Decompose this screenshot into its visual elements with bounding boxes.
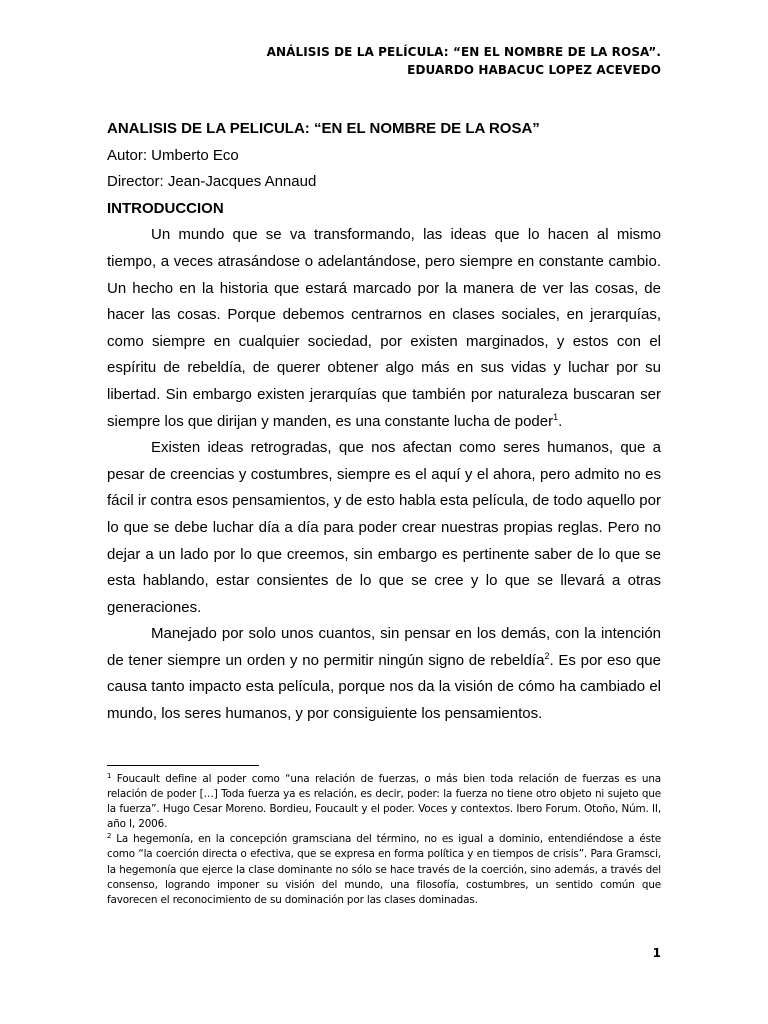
paragraph-1 [107,222,661,435]
paragraph-1-text: Un mundo que se va transformando, las ideas que lo hacen al mismo tiempo, a veces atrasándose o adelantándose, pero siempre en constante cambio. Un hecho en la historia que estará marcado por la manera de ver las cosas, de hacer las cosas. Porque debemos centrarnos en clases sociales, en jerarquías, como siempre en cualquier sociedad, por existen marginados, y estos con el espíritu de rebeldía, de querer obtener algo más en sus vidas y luchar por su libertad. Sin embargo existen jerarquías que también por naturaleza buscaran ser siempre los que dirijan y manden, es una constante lucha de poder [107,226,661,430]
director-line: Director: Jean-Jacques Annaud [107,173,317,191]
footnote-2-text: La hegemonía, en la concepción gramsciana del término, no es igual a dominio, entendiéndose a éste como “la coerción directa o efectiva, que se expresa en forma política y en tiempos de crisis”. Para Gramsci, la hegemonía que ejerce la clase dominante no sólo se hace través de la coerción, sino además, a través del consenso, logrando imponer su visión del mundo, una filosofía, costumbres, un sentido común que favorecen el reconocimiento de su dominación por las clases dominadas. [107,833,661,906]
author-line: Autor: Umberto Eco [107,146,239,164]
page-number: 1 [652,946,661,960]
paragraph-3-end: . Es por eso que causa tanto impacto esta película, porque nos da la visión de cómo ha cambiado el mundo, los seres humanos, y por consiguiente los pensamientos. [107,651,661,723]
footnote-1-mark: 1 [107,772,112,780]
running-header [267,43,661,79]
footnotes [107,772,661,908]
footnote-2-mark: 2 [107,832,112,841]
document-body [107,116,661,728]
header-author-line: EDUARDO HABACUC LOPEZ ACEVEDO [407,63,661,77]
paragraph-2: Existen ideas retrogradas, que nos afectan como seres humanos, que a pesar de creencias y costumbres, siempre es el aquí y el ahora, pero admito no es fácil ir contra esos pensamientos, y de esto habla esta película, de todo aquello por lo que se debe luchar día a día para poder crear nuestras propias reglas. Pero no dejar a un lado por lo que creemos, sin embargo es pertinente saber de lo que se esta hablando, estar consientes de lo que se cree y lo que se llevará a otras generaciones. [107,439,661,616]
paragraph-3-text: Manejado por solo unos cuantos, sin pensar en los demás, con la intención de tener siempre un orden y no permitir ningún signo de rebeldía [107,625,661,669]
paragraph-1-end: . [558,412,563,430]
footnote-ref-2[interactable]: 2 [544,650,550,661]
document-title: ANALISIS DE LA PELICULA: “EN EL NOMBRE DE LA ROSA” [107,120,540,137]
footnote-ref-1[interactable]: 1 [553,411,559,422]
footnote-separator [107,765,259,766]
footnote-1 [107,772,661,832]
footnote-1-text: Foucault define al poder como “una relación de fuerzas, o más bien toda relación de fuerzas es una relación de poder […] Toda fuerza ya es relación, es decir, poder: la fuerza no tiene otro objeto ni sujeto que la fuerza”. Hugo Cesar Moreno. Bordieu, Foucault y el poder. Voces y contextos. Ibero Forum. Otoño, Núm. II, año I, 2006. [107,773,661,831]
footnote-2 [107,832,661,907]
paragraph-3 [107,621,661,727]
header-title-line: ANÁLISIS DE LA PELÍCULA: “EN EL NOMBRE DE LA ROSA”. [266,45,661,59]
section-heading: INTRODUCCION [107,199,224,217]
